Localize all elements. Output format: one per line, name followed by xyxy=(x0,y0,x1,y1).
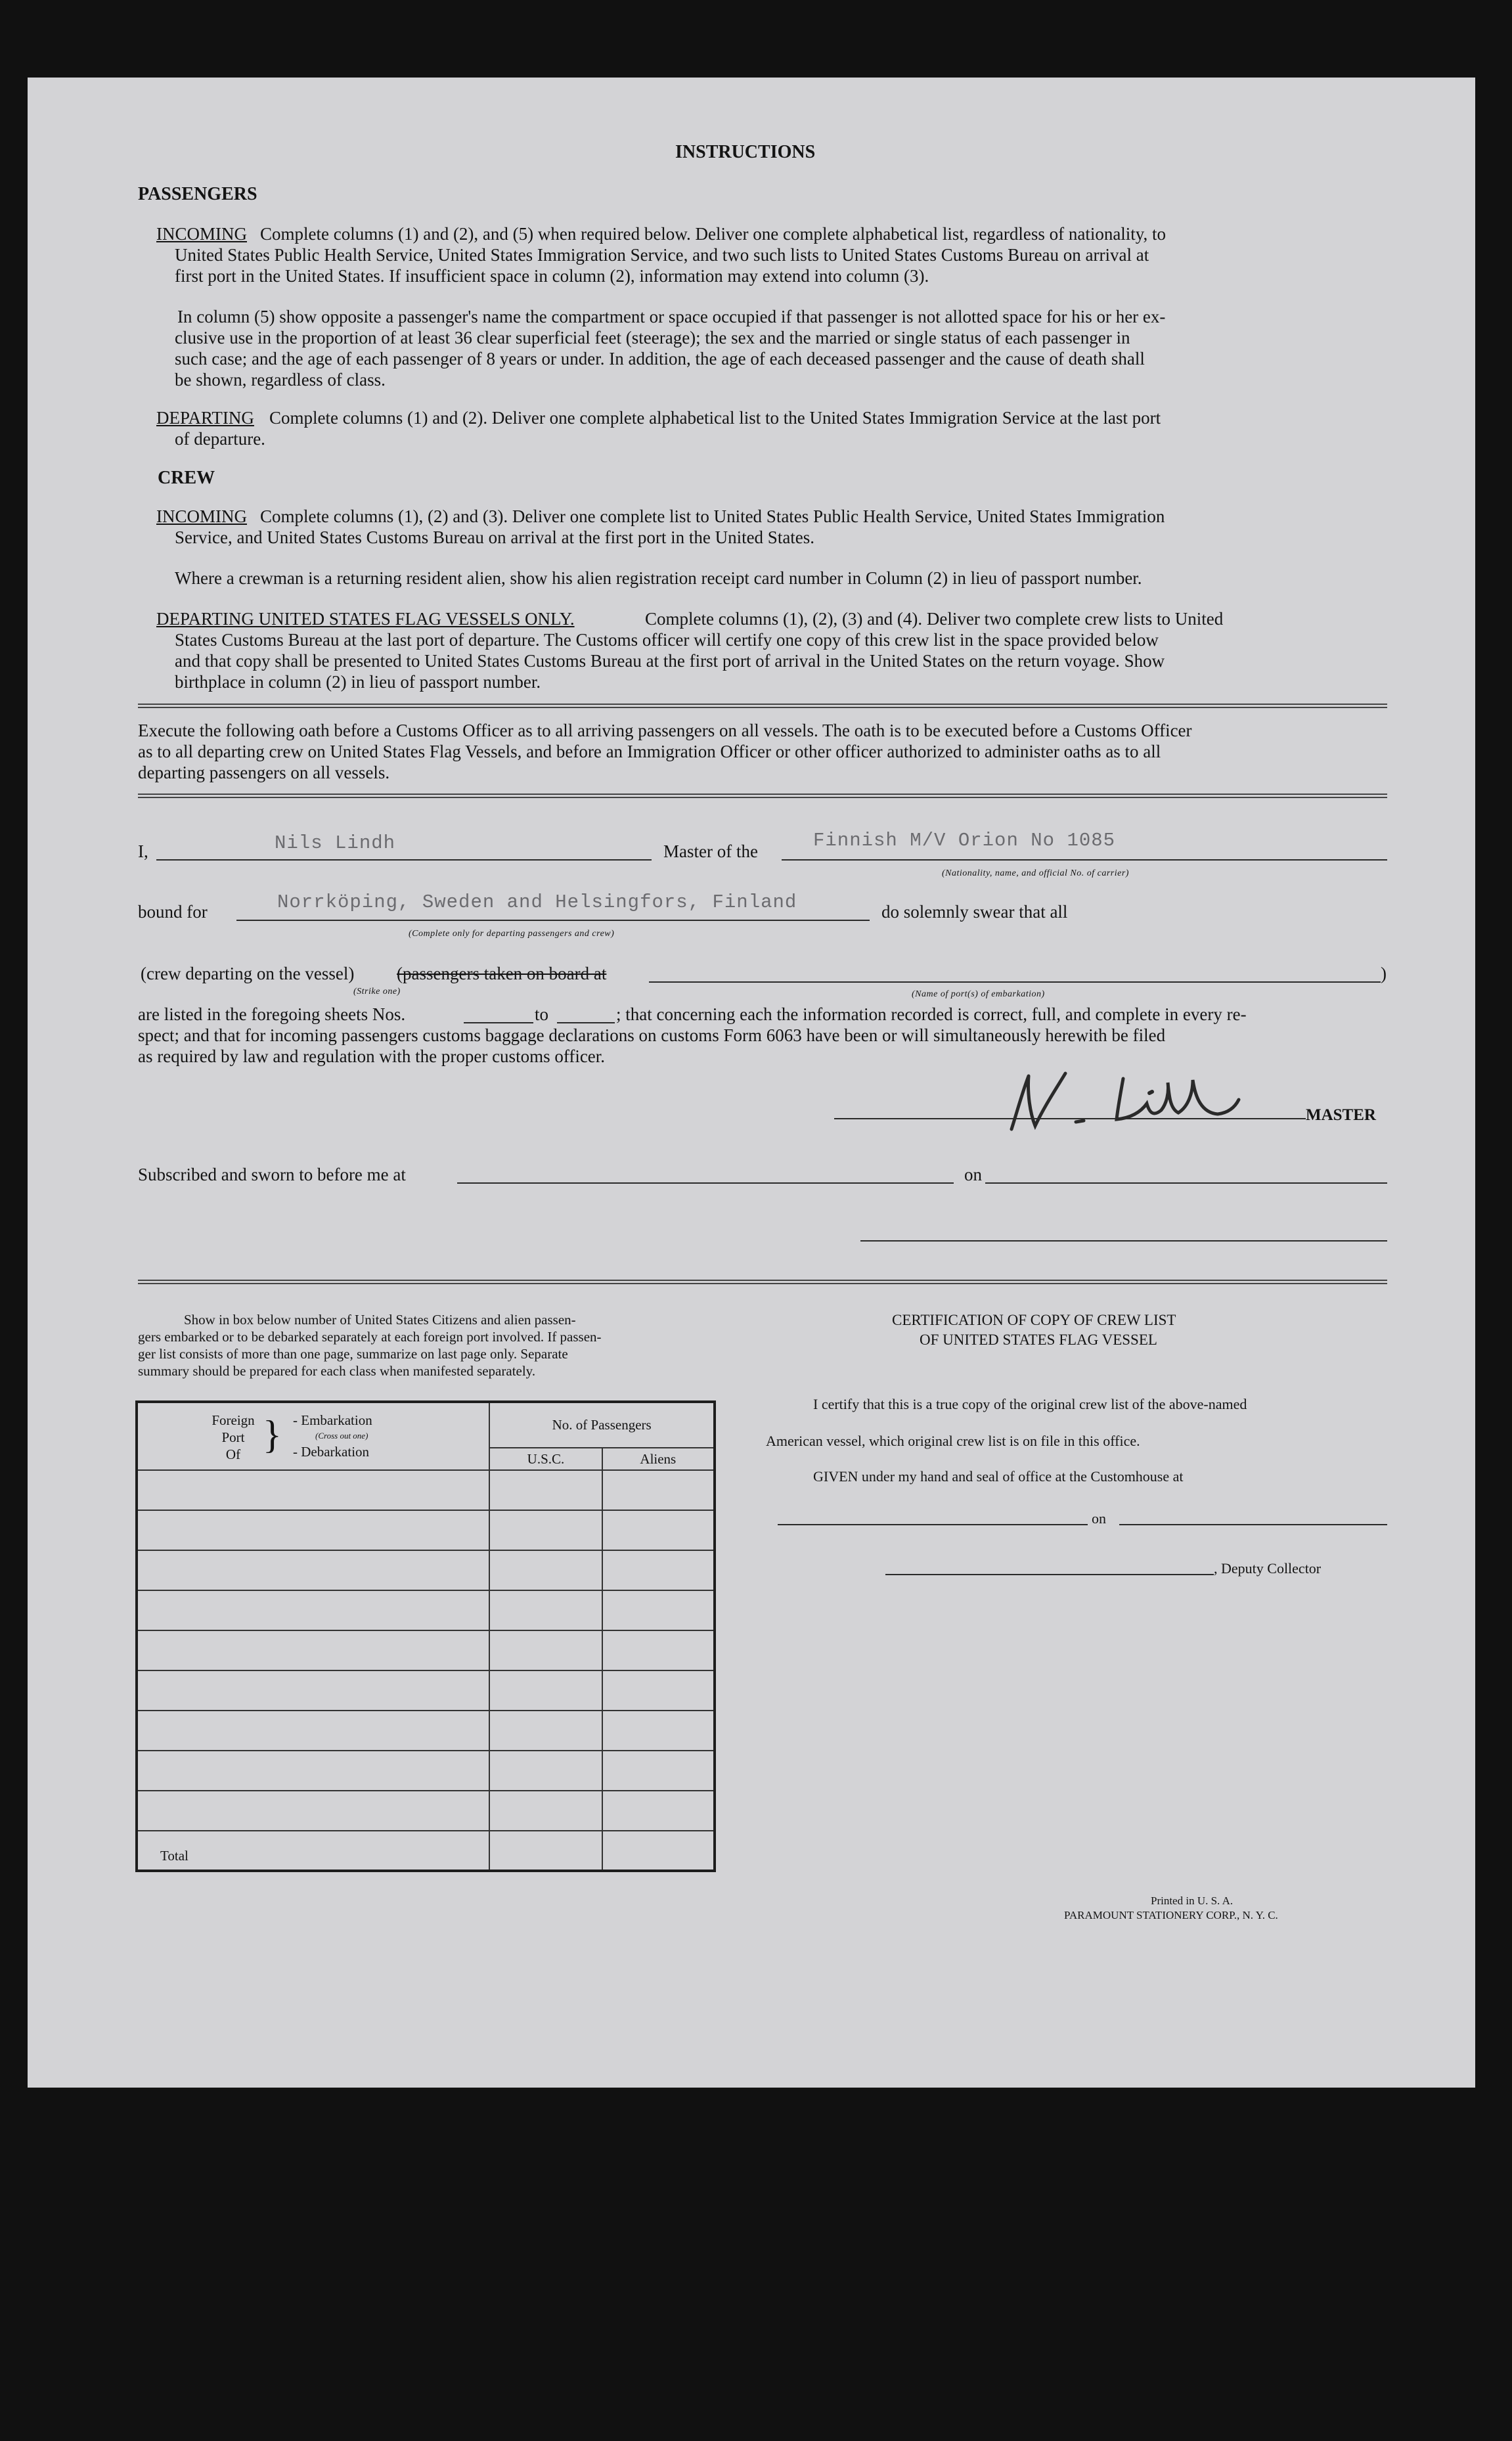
crew-departing-line-1: Complete columns (1), (2), (3) and (4). Deliver two complete crew lists to United xyxy=(645,609,1224,629)
oath-line-3: as required by law and regulation with the proper customs officer. xyxy=(138,1046,606,1066)
destination-field[interactable]: Norrköping, Sweden and Helsingfors, Finland xyxy=(277,891,797,913)
destination-line xyxy=(236,920,870,921)
embarkation-header: - Embarkation xyxy=(293,1412,372,1428)
subscribed-label: Subscribed and sworn to before me at xyxy=(138,1165,406,1184)
brace-icon: } xyxy=(263,1412,282,1456)
sworn-place-line xyxy=(457,1182,954,1184)
no-passengers-header: No. of Passengers xyxy=(489,1402,715,1448)
usc-cell[interactable] xyxy=(489,1711,602,1751)
summary-instruction-1: Show in box below number of United States Citizens and alien passen- xyxy=(184,1312,576,1328)
passenger-summary-table xyxy=(135,1400,716,1872)
master-label: MASTER xyxy=(1306,1106,1376,1124)
certification-line-1: I certify that this is a true copy of the original crew list of the above-named xyxy=(813,1396,1247,1412)
usc-cell[interactable] xyxy=(489,1670,602,1711)
printer-line-2: PARAMOUNT STATIONERY CORP., N. Y. C. xyxy=(1064,1909,1278,1921)
foreign-port-header xyxy=(137,1402,489,1470)
sheet-to-line xyxy=(557,1022,615,1023)
oath-intro-line-1: Execute the following oath before a Customs Officer as to all arriving passengers on all vessels. The oath is to be executed before a Customs Officer xyxy=(138,721,1192,740)
sheet-from-line xyxy=(464,1022,533,1023)
aliens-cell[interactable] xyxy=(602,1510,715,1550)
foreign-port-header-line: Port xyxy=(221,1429,245,1445)
column5-line-4: be shown, regardless of class. xyxy=(175,370,386,390)
aliens-cell[interactable] xyxy=(602,1751,715,1791)
passengers-departing-label: DEPARTING xyxy=(156,408,254,428)
summary-instruction-4: summary should be prepared for each class when manifested separately. xyxy=(138,1363,536,1379)
oath-i-label: I, xyxy=(138,841,148,861)
certification-line-3: GIVEN under my hand and seal of office at the Customhouse at xyxy=(813,1468,1184,1485)
vessel-field[interactable]: Finnish M/V Orion No 1085 xyxy=(813,830,1116,851)
oath-intro-line-3: departing passengers on all vessels. xyxy=(138,763,390,782)
port-cell[interactable] xyxy=(137,1590,489,1630)
certification-on-label: on xyxy=(1092,1510,1106,1527)
crew-incoming-line-2: Service, and United States Customs Bureau on arrival at the first port in the United States. xyxy=(175,527,815,547)
usc-header: U.S.C. xyxy=(489,1448,602,1470)
crew-incoming-line-1: Complete columns (1), (2) and (3). Deliver one complete list to United States Public Health Service, United States Immigration xyxy=(260,506,1165,526)
aliens-total-cell[interactable] xyxy=(602,1831,715,1871)
divider xyxy=(138,1280,1387,1284)
official-signature-line xyxy=(860,1240,1387,1242)
master-of-label: Master of the xyxy=(663,841,758,861)
aliens-cell[interactable] xyxy=(602,1630,715,1670)
divider xyxy=(138,794,1387,798)
port-cell[interactable] xyxy=(137,1470,489,1510)
sheets-rest: ; that concerning each the information recorded is correct, full, and complete in every re- xyxy=(616,1004,1247,1024)
master-name-line xyxy=(156,859,652,861)
aliens-cell[interactable] xyxy=(602,1590,715,1630)
port-cell[interactable] xyxy=(137,1751,489,1791)
sheets-label: are listed in the foregoing sheets Nos. xyxy=(138,1004,406,1024)
port-cell[interactable] xyxy=(137,1630,489,1670)
certification-title-1: CERTIFICATION OF COPY OF CREW LIST xyxy=(892,1312,1176,1328)
sworn-date-line xyxy=(985,1182,1387,1184)
deputy-collector-label: , Deputy Collector xyxy=(1214,1560,1322,1577)
crew-incoming-label: INCOMING xyxy=(156,506,247,526)
column5-line-3: such case; and the age of each passenger of 8 years or under. In addition, the age of each deceased passenger and the cause of death shall xyxy=(175,349,1145,369)
port-cell[interactable] xyxy=(137,1791,489,1831)
foreign-port-header-line: Foreign xyxy=(211,1412,255,1428)
crew-resident-line: Where a crewman is a returning resident alien, show his alien registration receipt card number in Column (2) in lieu of passport number. xyxy=(175,568,1142,588)
to-label: to xyxy=(535,1004,549,1024)
summary-instruction-3: ger list consists of more than one page, summarize on last page only. Separate xyxy=(138,1346,568,1362)
divider xyxy=(138,704,1387,708)
close-paren: ) xyxy=(1381,964,1387,983)
aliens-cell[interactable] xyxy=(602,1711,715,1751)
oath-line-2: spect; and that for incoming passengers customs baggage declarations on customs Form 6063 have been or will simultaneously herewith be filed xyxy=(138,1025,1166,1045)
swear-label: do solemnly swear that all xyxy=(881,902,1068,922)
passengers-heading: PASSENGERS xyxy=(138,184,257,204)
column5-line-1: In column (5) show opposite a passenger's name the compartment or space occupied if that passenger is not allotted space for his or her ex- xyxy=(177,307,1166,326)
aliens-cell[interactable] xyxy=(602,1670,715,1711)
strike-caption: (Strike one) xyxy=(353,987,401,997)
port-cell[interactable] xyxy=(137,1510,489,1550)
master-name-field[interactable]: Nils Lindh xyxy=(275,832,396,854)
master-signature xyxy=(992,1067,1307,1132)
usc-cell[interactable] xyxy=(489,1510,602,1550)
certification-date-line xyxy=(1119,1524,1387,1525)
ports-line xyxy=(649,981,1381,983)
crew-departing-line-2: States Customs Bureau at the last port of departure. The Customs officer will certify one copy of this crew list in the space provided below xyxy=(175,630,1159,650)
sworn-on-label: on xyxy=(964,1165,982,1184)
passengers-departing-line-2: of departure. xyxy=(175,429,265,449)
form-page xyxy=(28,78,1475,2088)
crew-heading: CREW xyxy=(158,468,215,488)
passengers-incoming-line-3: first port in the United States. If insufficient space in column (2), information may extend into column (3). xyxy=(175,266,929,286)
aliens-cell[interactable] xyxy=(602,1791,715,1831)
column5-line-2: clusive use in the proportion of at least 36 clear superficial feet (steerage); the sex and the married or single status of each passenger in xyxy=(175,328,1130,347)
vessel-caption: (Nationality, name, and official No. of carrier) xyxy=(942,868,1129,878)
passengers-departing-line-1: Complete columns (1) and (2). Deliver one complete alphabetical list to the United States Immigration Service at the last port xyxy=(269,408,1161,428)
usc-cell[interactable] xyxy=(489,1751,602,1791)
passengers-incoming-label: INCOMING xyxy=(156,224,247,244)
destination-caption: (Complete only for departing passengers and crew) xyxy=(409,929,615,939)
usc-cell[interactable] xyxy=(489,1791,602,1831)
aliens-cell[interactable] xyxy=(602,1550,715,1590)
crew-departing-label: DEPARTING UNITED STATES FLAG VESSELS ONLY. xyxy=(156,609,575,629)
certification-line-2: American vessel, which original crew list is on file in this office. xyxy=(766,1433,1140,1449)
usc-cell[interactable] xyxy=(489,1590,602,1630)
passengers-incoming-line-2: United States Public Health Service, United States Immigration Service, and two such lists to United States Customs Bureau on arrival at xyxy=(175,245,1149,265)
foreign-port-header-line: Of xyxy=(225,1446,241,1462)
port-cell[interactable] xyxy=(137,1711,489,1751)
total-label: Total xyxy=(137,1831,489,1871)
aliens-header: Aliens xyxy=(602,1448,715,1470)
crew-departing-line-3: and that copy shall be presented to United States Customs Bureau at the first port of arrival in the United States on the return voyage. Show xyxy=(175,651,1165,671)
crew-departing-line-4: birthplace in column (2) in lieu of passport number. xyxy=(175,672,541,692)
port-cell[interactable] xyxy=(137,1550,489,1590)
usc-cell[interactable] xyxy=(489,1630,602,1670)
passengers-incoming-line-1: Complete columns (1) and (2), and (5) when required below. Deliver one complete alphabetical list, regardless of nationality, to xyxy=(260,224,1167,244)
debarkation-header: - Debarkation xyxy=(293,1443,370,1460)
usc-total-cell[interactable] xyxy=(489,1831,602,1871)
aliens-cell[interactable] xyxy=(602,1470,715,1510)
printer-line-1: Printed in U. S. A. xyxy=(1151,1894,1234,1907)
usc-cell[interactable] xyxy=(489,1550,602,1590)
crew-departing-option: (crew departing on the vessel) xyxy=(141,964,355,983)
bound-for-label: bound for xyxy=(138,902,208,922)
passengers-option-struck: (passengers taken on board at xyxy=(397,964,607,983)
page-title: INSTRUCTIONS xyxy=(675,142,816,162)
cross-out-note: (Cross out one) xyxy=(315,1430,368,1441)
deputy-collector-line xyxy=(885,1574,1214,1575)
customhouse-line xyxy=(778,1524,1088,1525)
usc-cell[interactable] xyxy=(489,1470,602,1510)
ports-caption: (Name of port(s) of embarkation) xyxy=(912,989,1045,999)
certification-title-2: OF UNITED STATES FLAG VESSEL xyxy=(920,1332,1157,1348)
vessel-line xyxy=(782,859,1387,861)
summary-instruction-2: gers embarked or to be debarked separately at each foreign port involved. If passen- xyxy=(138,1329,602,1345)
oath-intro-line-2: as to all departing crew on United States Flag Vessels, and before an Immigration Officer or other officer authorized to administer oaths as to all xyxy=(138,742,1161,761)
port-cell[interactable] xyxy=(137,1670,489,1711)
